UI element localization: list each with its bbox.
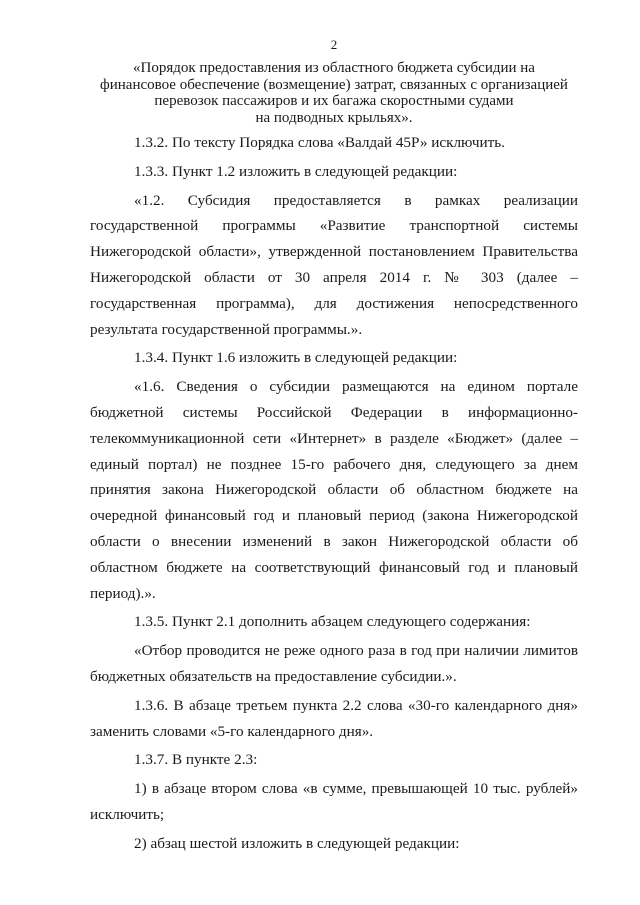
page-number: 2 <box>330 37 338 52</box>
paragraph-1-3-4: 1.3.4. Пункт 1.6 изложить в следующей редакции: <box>134 349 458 367</box>
paragraph-1-3-2: 1.3.2. По тексту Порядка слова «Валдай 45Р» исключить. <box>134 134 505 151</box>
paragraph-1-3-3: 1.3.3. Пункт 1.2 изложить в следующей редакции: <box>134 162 458 180</box>
paragraph-1-3-7: 1.3.7. В пункте 2.3: <box>134 751 258 769</box>
paragraph-1-3-6: 1.3.6. В абзаце третьем пункта 2.2 слова «30-го календарного дня» заменить словами «5-го календарного дня». <box>90 696 578 740</box>
heading-line: финансовое обеспечение (возмещение) затрат, связанных с организацией <box>100 76 568 93</box>
heading-line: на подводных крыльях». <box>255 109 413 126</box>
paragraph-1-3-5: 1.3.5. Пункт 2.1 дополнить абзацем следующего содержания: <box>134 613 531 631</box>
heading-line: перевозок пассажиров и их багажа скоростными судами <box>154 93 514 109</box>
paragraph-clause-1-2: «1.2. Субсидия предоставляется в рамках реализации государственной программы «Развитие транспортной системы Нижегородской области», утвержденной постановлением Правительства Нижегородской области от 30 апреля 2014 г. № 303 (далее – государственная программа), для достижения непосредственного результата государственной программы.». <box>90 191 578 338</box>
paragraph-selection-rule: «Отбор проводится не реже одного раза в год при наличии лимитов бюджетных обязательств на предоставление субсидии.». <box>90 642 578 685</box>
paragraph-clause-1-6: «1.6. Сведения о субсидии размещаются на едином портале бюджетной системы Российской Федерации в информационно-телекоммуникационной сети «Интернет» в разделе «Бюджет» (далее – единый портал) не позднее 15-го рабочего дня, следующего за днем принятия закона Нижегородской области об областном бюджете на очередной финансовый год и плановый период (закона Нижегородской области о внесении изменений в закон Нижегородской области об областном бюджете на соответствующий финансовый год и плановый период).». <box>90 378 578 602</box>
paragraph-item-1: 1) в абзаце втором слова «в сумме, превышающей 10 тыс. рублей» исключить; <box>90 780 578 823</box>
heading-line: «Порядок предоставления из областного бюджета субсидии на <box>133 60 535 76</box>
document-heading <box>90 60 578 126</box>
paragraph-item-2: 2) абзац шестой изложить в следующей редакции: <box>134 834 460 852</box>
